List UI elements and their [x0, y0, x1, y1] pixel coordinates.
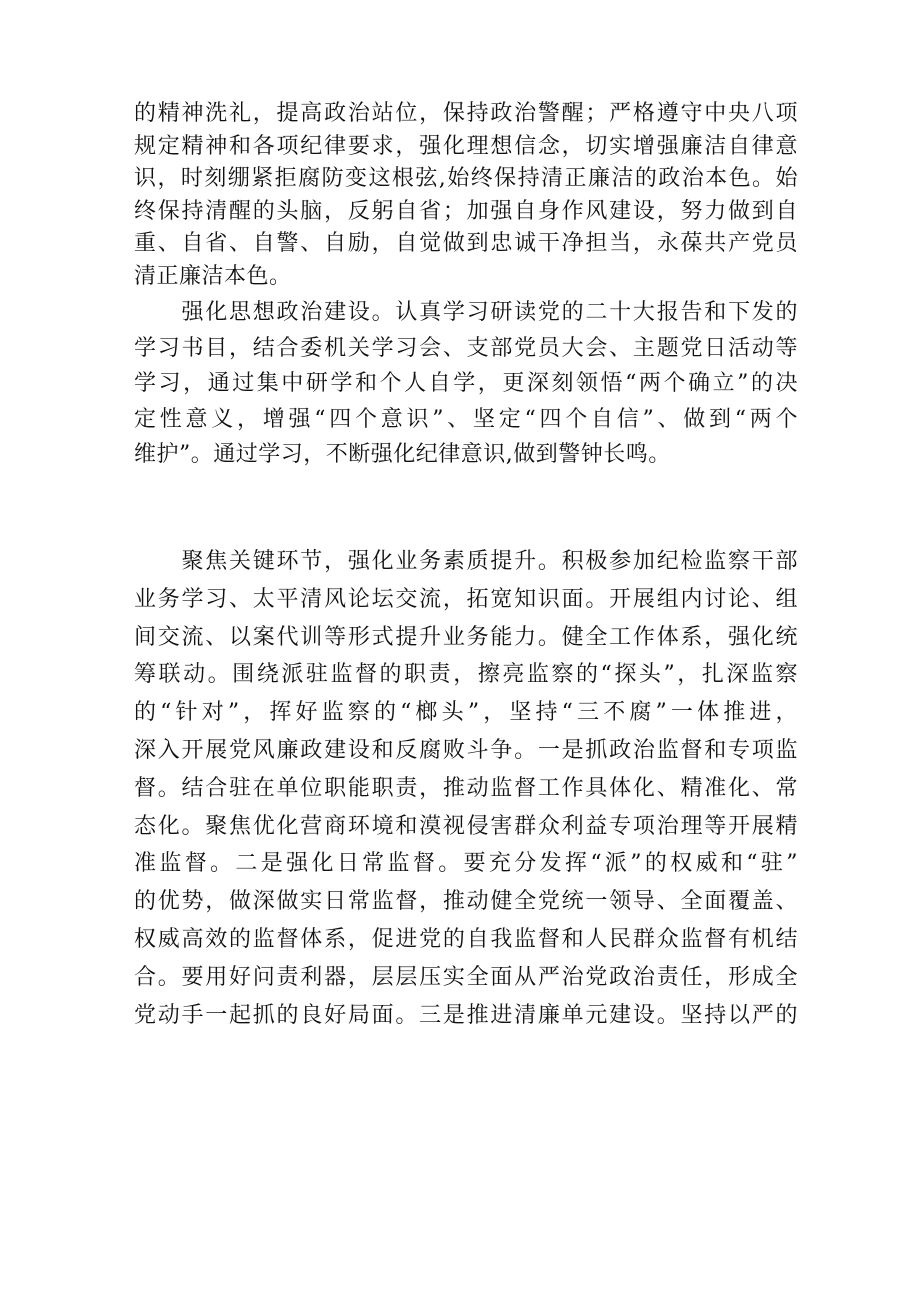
text-line: 识，时刻绷紧拒腐防变这根弦,始终保持清正廉洁的政治本色。始 — [134, 166, 798, 191]
text-line: 聚焦关键环节，强化业务素质提升。积极参加纪检监察干部 — [134, 549, 798, 574]
text-line: 业务学习、太平清风论坛交流，拓宽知识面。开展组内讨论、组 — [134, 586, 798, 612]
text-line: 规定精神和各项纪律要求，强化理想信念，切实增强廉洁自律意 — [134, 133, 798, 159]
text-line: 的优势，做深做实日常监督，推动健全党统一领导、全面覆盖、 — [134, 889, 798, 915]
text-line: 间交流、以案代训等形式提升业务能力。健全工作体系，强化统 — [134, 624, 798, 650]
text-line: 维护”。通过学习，不断强化纪律意识,做到警钟长鸣。 — [134, 442, 671, 468]
paragraph-1 — [134, 98, 798, 293]
text-line: 学习书目，结合委机关学习会、支部党员大会、主题党日活动等 — [134, 335, 798, 361]
text-line: 督。结合驻在单位职能职责，推动监督工作具体化、精准化、常 — [134, 775, 798, 801]
text-line: 党动手一起抓的良好局面。三是推进清廉单元建设。坚持以严的 — [134, 1002, 798, 1028]
paragraph-2 — [134, 295, 798, 473]
text-line: 态化。聚焦优化营商环境和漠视侵害群众利益专项治理等开展精 — [134, 813, 798, 839]
text-line: 定性意义，增强“四个意识”、坚定“四个自信”、做到“两个 — [134, 406, 798, 432]
text-line: 学习，通过集中研学和个人自学，更深刻领悟“两个确立”的决 — [134, 371, 798, 397]
text-line: 的“针对”，挥好监察的“榔头”，坚持“三不腐”一体推进， — [134, 700, 798, 726]
text-line: 权威高效的监督体系，促进党的自我监督和人民群众监督有机结 — [134, 926, 798, 952]
text-line: 合。要用好问责利器，层层压实全面从严治党政治责任，形成全 — [134, 964, 798, 990]
text-line: 准监督。二是强化日常监督。要充分发挥“派”的权威和“驻” — [134, 851, 798, 877]
text-line: 终保持清醒的头脑，反躬自省；加强自身作风建设，努力做到自 — [134, 198, 798, 224]
text-line: 深入开展党风廉政建设和反腐败斗争。一是抓政治监督和专项监 — [134, 737, 798, 763]
text-line: 重、自省、自警、自励，自觉做到忠诚干净担当，永葆共产党员 — [134, 231, 798, 256]
paragraph-3 — [134, 543, 798, 1034]
text-line: 清正廉洁本色。 — [134, 263, 292, 289]
text-line: 的精神洗礼，提高政治站位，保持政治警醒；严格遵守中央八项 — [134, 101, 798, 126]
text-line: 筹联动。围绕派驻监督的职责，擦亮监察的“探头”，扎深监察 — [134, 662, 798, 688]
text-line: 强化思想政治建设。认真学习研读党的二十大报告和下发的 — [134, 300, 798, 325]
